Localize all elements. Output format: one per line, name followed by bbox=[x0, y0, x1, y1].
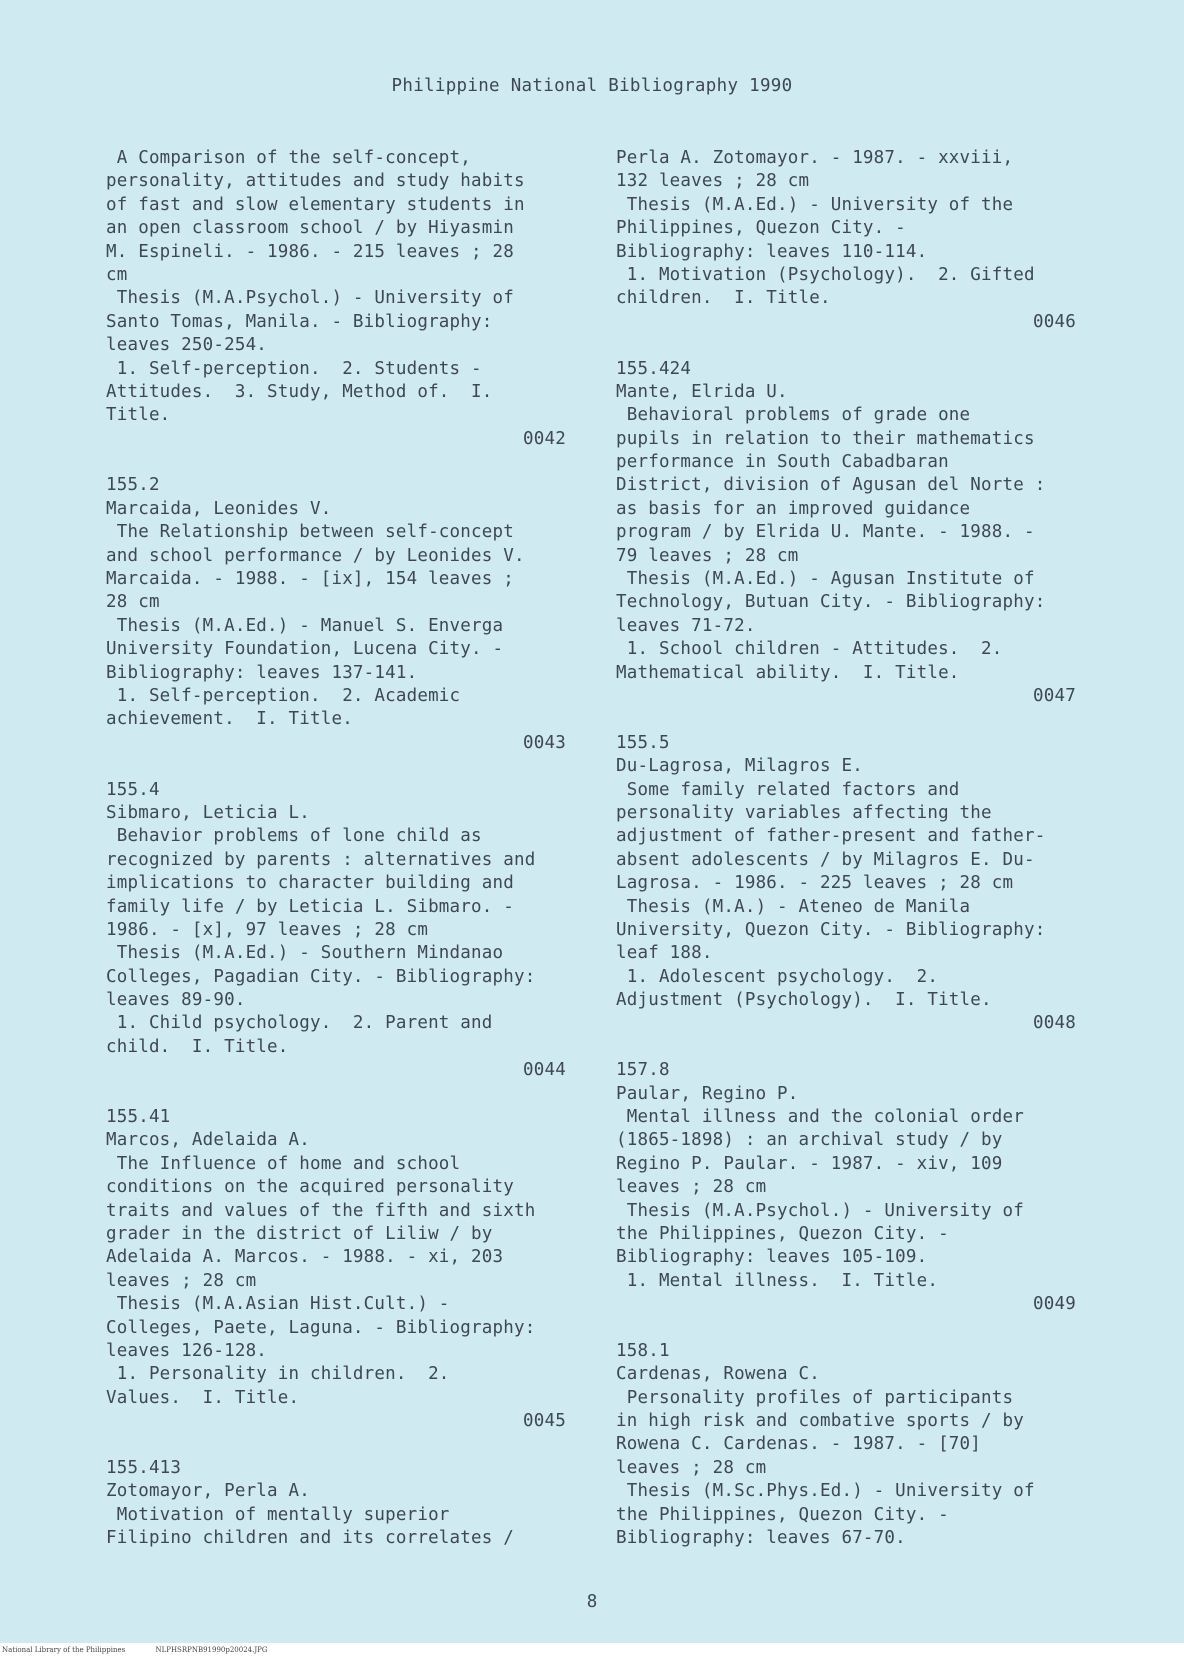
text-line: an open classroom school / by Hiyasmin bbox=[106, 218, 514, 239]
text-line: recognized by parents : alternatives and bbox=[106, 849, 536, 870]
text-line: Values. I. Title. bbox=[106, 1387, 300, 1408]
text-line: Bibliography: leaves 110-114. bbox=[616, 241, 928, 262]
text-line: Perla A. Zotomayor. - 1987. - xxviii, bbox=[616, 148, 1014, 168]
text-line: 155.424 bbox=[616, 358, 692, 379]
text-line: of fast and slow elementary students in bbox=[106, 194, 525, 215]
text-line: Philippines, Quezon City. - bbox=[616, 218, 906, 239]
text-line: Some family related factors and bbox=[616, 779, 960, 800]
text-line: 79 leaves ; 28 cm bbox=[616, 545, 799, 566]
text-line: leaves 250-254. bbox=[106, 335, 268, 356]
text-line: absent adolescents / by Milagros E. Du- bbox=[616, 849, 1035, 870]
text-line bbox=[106, 451, 566, 474]
text-line: in high risk and combative sports / by bbox=[616, 1411, 1024, 1432]
text-line: Bibliography: leaves 105-109. bbox=[616, 1247, 928, 1268]
text-line: children. I. Title. bbox=[616, 288, 831, 309]
page-title: Philippine National Bibliography 1990 bbox=[391, 76, 793, 96]
text-line: Du-Lagrosa, Milagros E. bbox=[616, 756, 863, 777]
text-line: 1. Self-perception. 2. Students - bbox=[106, 358, 482, 379]
text-line: 28 cm bbox=[106, 592, 160, 613]
text-line: achievement. I. Title. bbox=[106, 709, 353, 730]
text-line: Rowena C. Cardenas. - 1987. - [70] bbox=[616, 1434, 982, 1455]
text-line: The Relationship between self-concept bbox=[106, 522, 514, 543]
text-line: District, division of Agusan del Norte : bbox=[616, 475, 1046, 496]
text-line bbox=[616, 708, 1076, 731]
text-line: 1. Adolescent psychology. 2. bbox=[616, 966, 939, 987]
footer-file: NLPHSRPNB91990p20024.JPG bbox=[155, 1646, 268, 1654]
text-line: and school performance / by Leonides V. bbox=[106, 545, 525, 566]
entry-number: 0046 bbox=[1033, 311, 1076, 332]
text-line: adjustment of father-present and father- bbox=[616, 826, 1046, 847]
text-line: Attitudes. 3. Study, Method of. I. bbox=[106, 381, 493, 402]
entry-number: 0042 bbox=[523, 428, 566, 449]
text-line: 1. School children - Attitudes. 2. bbox=[616, 639, 1003, 660]
text-line: cm bbox=[106, 264, 128, 285]
text-line: Technology, Butuan City. - Bibliography: bbox=[616, 592, 1046, 613]
entry-number: 0049 bbox=[1033, 1294, 1076, 1315]
text-line: The Influence of home and school bbox=[106, 1153, 461, 1174]
text-line: personality, attitudes and study habits bbox=[106, 171, 525, 192]
text-line: Adelaida A. Marcos. - 1988. - xi, 203 bbox=[106, 1247, 504, 1268]
text-line: implications to character building and bbox=[106, 873, 514, 894]
footer-library: National Library of the Philippines bbox=[2, 1646, 126, 1654]
text-line: Colleges, Paete, Laguna. - Bibliography: bbox=[106, 1317, 536, 1338]
text-line: Bibliography: leaves 137-141. bbox=[106, 662, 418, 683]
text-line: 157.8 bbox=[616, 1060, 670, 1081]
entry-number: 0048 bbox=[1033, 1013, 1076, 1034]
text-line bbox=[106, 1433, 566, 1456]
text-line: family life / by Leticia L. Sibmaro. - bbox=[106, 896, 514, 917]
text-line: leaf 188. bbox=[616, 943, 713, 964]
text-line: Paular, Regino P. bbox=[616, 1083, 799, 1104]
text-line: Marcaida. - 1988. - [ix], 154 leaves ; bbox=[106, 569, 514, 590]
text-line: grader in the district of Liliw / by bbox=[106, 1223, 493, 1244]
text-line: 155.41 bbox=[106, 1107, 171, 1128]
text-line: Personality profiles of participants bbox=[616, 1387, 1014, 1408]
text-line: 1. Self-perception. 2. Academic bbox=[106, 685, 461, 706]
text-line bbox=[616, 334, 1076, 357]
text-line: 155.4 bbox=[106, 779, 160, 800]
text-line: 1. Motivation (Psychology). 2. Gifted bbox=[616, 264, 1035, 285]
text-line: Colleges, Pagadian City. - Bibliography: bbox=[106, 966, 536, 987]
text-line: Thesis (M.Sc.Phys.Ed.) - University of bbox=[616, 1481, 1035, 1502]
text-line: Thesis (M.A.Asian Hist.Cult.) - bbox=[106, 1294, 450, 1315]
text-line: pupils in relation to their mathematics bbox=[616, 428, 1035, 449]
text-line: Thesis (M.A.Ed.) - Agusan Institute of bbox=[616, 569, 1035, 590]
text-line: performance in South Cabadbaran bbox=[616, 452, 949, 473]
text-line: Marcos, Adelaida A. bbox=[106, 1130, 310, 1151]
text-line: Thesis (M.A.Ed.) - Manuel S. Enverga bbox=[106, 615, 504, 636]
text-line: Filipino children and its correlates / bbox=[106, 1528, 514, 1549]
text-line: Thesis (M.A.Psychol.) - University of bbox=[106, 288, 514, 309]
text-line: as basis for an improved guidance bbox=[616, 498, 971, 519]
text-line: 155.5 bbox=[616, 732, 670, 753]
entry-number: 0045 bbox=[523, 1411, 566, 1432]
text-line: Adjustment (Psychology). I. Title. bbox=[616, 990, 992, 1011]
text-line: 155.413 bbox=[106, 1457, 182, 1478]
left-column bbox=[106, 147, 566, 1550]
text-line bbox=[106, 755, 566, 778]
text-line: 1. Mental illness. I. Title. bbox=[616, 1270, 939, 1291]
text-line bbox=[616, 1317, 1076, 1340]
text-line: child. I. Title. bbox=[106, 1036, 289, 1057]
text-line: leaves ; 28 cm bbox=[106, 1270, 257, 1291]
entry-number: 0043 bbox=[523, 732, 566, 753]
text-line bbox=[616, 1036, 1076, 1059]
text-line: 1. Personality in children. 2. bbox=[106, 1364, 450, 1385]
text-line: Thesis (M.A.) - Ateneo de Manila bbox=[616, 896, 971, 917]
text-line: Mathematical ability. I. Title. bbox=[616, 662, 960, 683]
text-line: the Philippines, Quezon City. - bbox=[616, 1223, 949, 1244]
text-line: Motivation of mentally superior bbox=[106, 1504, 450, 1525]
text-line: 1986. - [x], 97 leaves ; 28 cm bbox=[106, 919, 429, 940]
text-line: Behavioral problems of grade one bbox=[616, 405, 971, 426]
text-line: traits and values of the fifth and sixth bbox=[106, 1200, 536, 1221]
text-line: Marcaida, Leonides V. bbox=[106, 498, 332, 519]
text-line: 158.1 bbox=[616, 1340, 670, 1361]
text-line: Thesis (M.A.Ed.) - University of the bbox=[616, 194, 1014, 215]
text-line: Mental illness and the colonial order bbox=[616, 1107, 1024, 1128]
page-number: 8 bbox=[586, 1592, 598, 1612]
text-line: Cardenas, Rowena C. bbox=[616, 1364, 820, 1385]
text-line: leaves 89-90. bbox=[106, 990, 246, 1011]
text-line: Zotomayor, Perla A. bbox=[106, 1481, 310, 1502]
text-line: 155.2 bbox=[106, 475, 160, 496]
text-line: Behavior problems of lone child as bbox=[106, 826, 482, 847]
text-line bbox=[106, 1083, 566, 1106]
text-line: University Foundation, Lucena City. - bbox=[106, 639, 504, 660]
text-line: Bibliography: leaves 67-70. bbox=[616, 1528, 906, 1549]
text-line: Thesis (M.A.Psychol.) - University of bbox=[616, 1200, 1024, 1221]
text-line: personality variables affecting the bbox=[616, 802, 992, 823]
text-line: Regino P. Paular. - 1987. - xiv, 109 bbox=[616, 1153, 1003, 1174]
text-line: leaves 126-128. bbox=[106, 1340, 268, 1361]
text-line: leaves 71-72. bbox=[616, 615, 756, 636]
text-line: Thesis (M.A.Ed.) - Southern Mindanao bbox=[106, 943, 504, 964]
entry-number: 0047 bbox=[1033, 685, 1076, 706]
entry-number: 0044 bbox=[523, 1060, 566, 1081]
text-line: 132 leaves ; 28 cm bbox=[616, 171, 810, 192]
text-line: program / by Elrida U. Mante. - 1988. - bbox=[616, 522, 1035, 543]
text-line: A Comparison of the self-concept, bbox=[106, 148, 472, 168]
text-line: Santo Tomas, Manila. - Bibliography: bbox=[106, 311, 493, 332]
text-line: University, Quezon City. - Bibliography: bbox=[616, 919, 1046, 940]
right-column bbox=[616, 147, 1076, 1550]
text-line: Title. bbox=[106, 405, 171, 426]
text-line: conditions on the acquired personality bbox=[106, 1177, 514, 1198]
text-line: Mante, Elrida U. bbox=[616, 381, 788, 402]
text-line: Lagrosa. - 1986. - 225 leaves ; 28 cm bbox=[616, 873, 1014, 894]
text-line: leaves ; 28 cm bbox=[616, 1457, 767, 1478]
text-line: Sibmaro, Leticia L. bbox=[106, 802, 310, 823]
scan-footer bbox=[0, 1643, 1184, 1658]
text-line: leaves ; 28 cm bbox=[616, 1177, 767, 1198]
text-line: (1865-1898) : an archival study / by bbox=[616, 1130, 1003, 1151]
text-line: 1. Child psychology. 2. Parent and bbox=[106, 1013, 493, 1034]
text-line: the Philippines, Quezon City. - bbox=[616, 1504, 949, 1525]
text-line: M. Espineli. - 1986. - 215 leaves ; 28 bbox=[106, 241, 514, 262]
